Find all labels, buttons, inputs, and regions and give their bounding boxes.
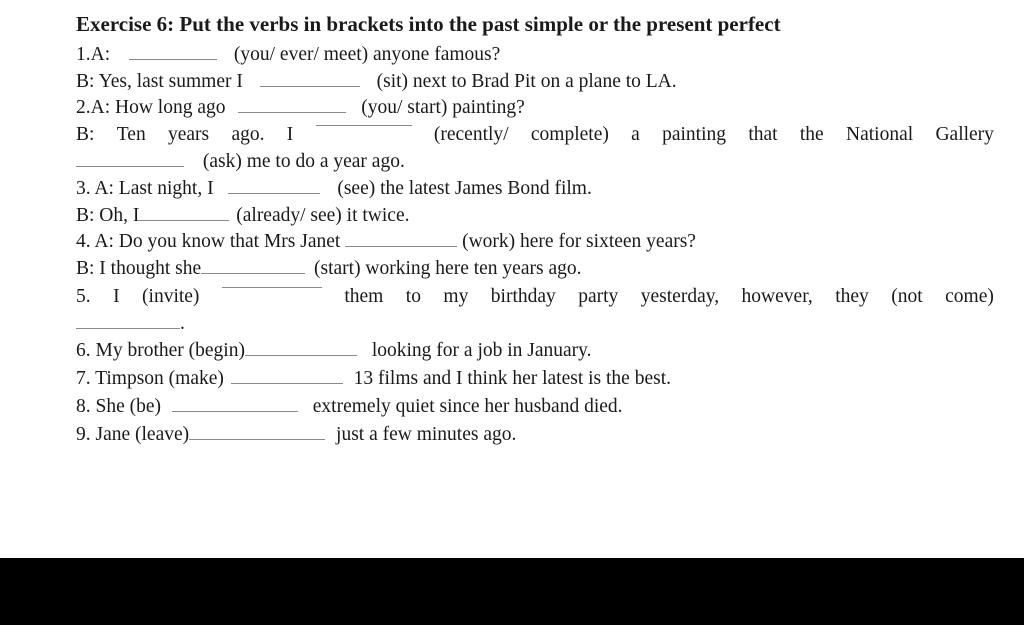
word: National [846,124,914,145]
word: years [168,124,210,145]
q7-prompt: 13 films and I think her latest is the best. [353,368,672,389]
q4-a-line [76,231,696,253]
q1-b-prefix: B: Yes, last summer I [76,71,243,92]
q3-a-blank[interactable] [228,192,320,194]
q6-line [76,340,592,362]
word: I [286,124,294,145]
q1-b-line [76,71,677,93]
q9-prompt: just a few minutes ago. [336,424,517,445]
q5-line [76,286,994,308]
q2-b-prompt: (ask) me to do a year ago. [202,151,405,172]
q9-line [76,424,516,446]
q2-a-prompt: (you/ start) painting? [361,97,525,118]
q2-b-continuation [76,151,405,173]
q4-a-prefix: 4. A: Do you know that Mrs Janet [76,231,341,252]
word: Ten [116,124,146,145]
q9-prefix: 9. Jane (leave) [76,424,190,445]
q7-blank[interactable] [231,382,343,384]
q6-prompt: looking for a job in January. [371,340,592,361]
q4-b-prefix: B: I thought she [76,258,202,279]
q8-prefix: 8. She (be) [76,396,162,417]
q6-prefix: 6. My brother (begin) [76,340,245,361]
q3-a-prompt: (see) the latest James Bond film. [337,178,592,199]
word: to [405,286,421,307]
word: come) [945,286,994,307]
q3-b-blank[interactable] [139,219,229,221]
word: (invite) [142,286,200,307]
word: yesterday, [640,286,720,307]
q4-b-blank[interactable] [201,272,305,274]
q8-prompt: extremely quiet since her husband died. [312,396,623,417]
q3-b-prefix: B: Oh, I [76,205,140,226]
q3-b-line [76,205,410,227]
word: that [748,124,778,145]
q7-prefix: 7. Timpson (make) [76,368,224,389]
q2-a-line [76,97,525,119]
q1-a-blank[interactable] [129,58,217,60]
word: a [631,124,640,145]
word: party [578,286,619,307]
q9-blank[interactable] [189,438,325,440]
exercise-title: Exercise 6: Put the verbs in brackets into the past simple or the present perfect [76,12,781,36]
q2-b-line [76,124,994,146]
q5-blank-2[interactable] [76,327,180,329]
word: (recently/ [433,124,509,145]
q1-b-blank[interactable] [260,85,360,87]
q5-end: . [180,313,185,334]
q3-b-prompt: (already/ see) it twice. [236,205,410,226]
word: painting [662,124,727,145]
q4-a-prompt: (work) here for sixteen years? [462,231,696,252]
word: I [113,286,120,307]
word: (not [891,286,923,307]
q6-blank[interactable] [245,354,357,356]
word: B: [76,124,95,145]
q2-a-blank[interactable] [238,111,346,113]
q1-a-line [76,44,500,66]
q7-line [76,368,671,390]
q5-continuation [76,313,185,335]
word: my [443,286,469,307]
q8-blank[interactable] [172,410,298,412]
q1-a-prefix: 1.A: [76,44,111,65]
q2-b-blank-2[interactable] [76,165,184,167]
q4-b-line [76,258,581,280]
q2-b-blank-1[interactable] [316,124,412,126]
q3-a-prefix: 3. A: Last night, I [76,178,214,199]
word: however, [741,286,813,307]
word: Gallery [935,124,994,145]
word: them [344,286,384,307]
q1-b-prompt: (sit) next to Brad Pit on a plane to LA. [376,71,677,92]
word: they [835,286,869,307]
q1-a-prompt: (you/ ever/ meet) anyone famous? [233,44,501,65]
word: birthday [490,286,556,307]
word: complete) [530,124,609,145]
q4-b-prompt: (start) working here ten years ago. [314,258,582,279]
black-bottom-bar [0,558,1024,625]
q8-line [76,396,623,418]
word: the [799,124,824,145]
q5-blank-1[interactable] [222,286,322,288]
q3-a-line [76,178,592,200]
q2-a-prefix: 2.A: How long ago [76,97,226,118]
word: ago. [231,124,265,145]
q4-a-blank[interactable] [345,245,457,247]
word: 5. [76,286,91,307]
